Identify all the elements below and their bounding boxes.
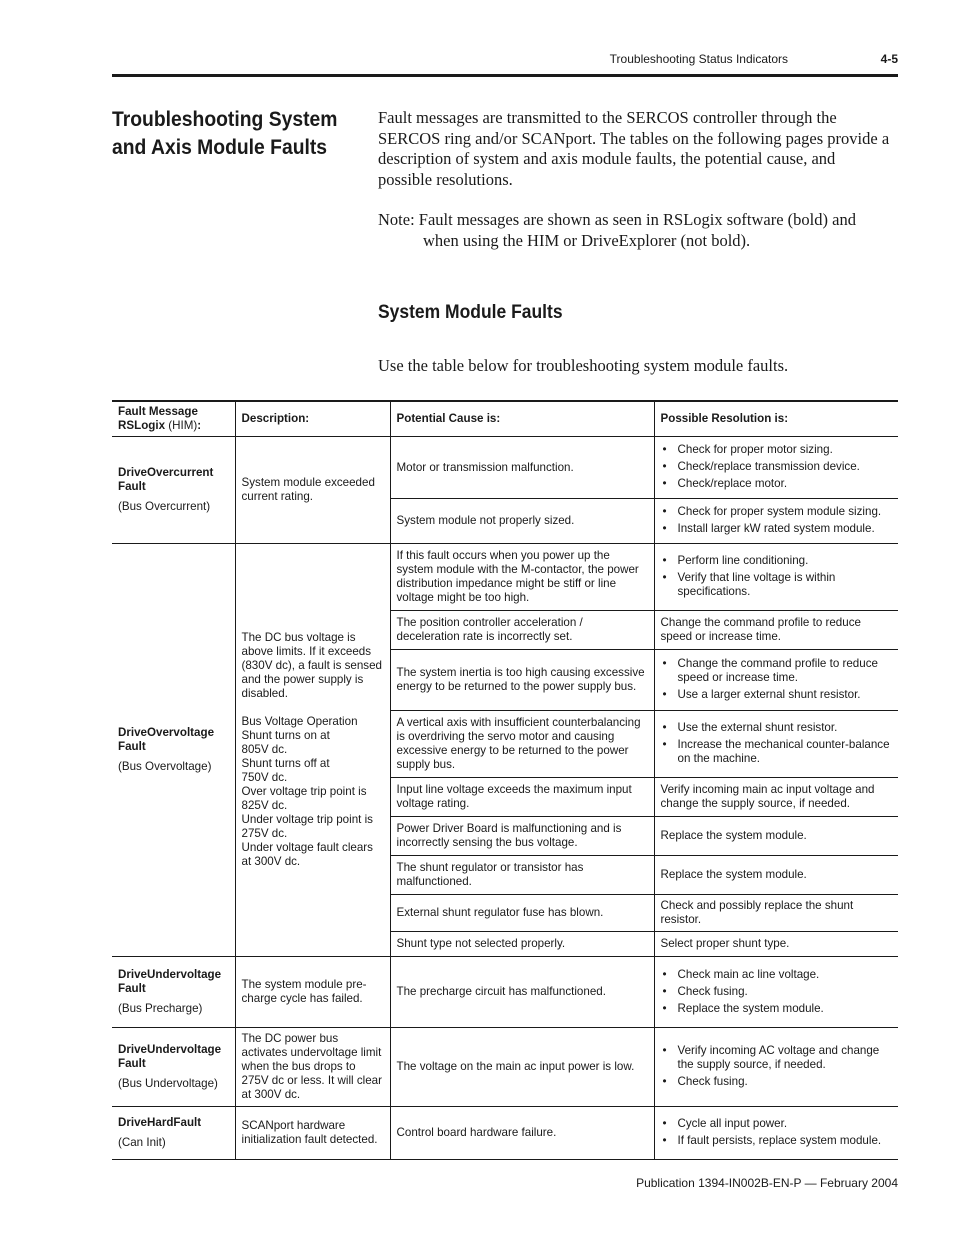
- fault-name: DriveUndervoltage Fault: [118, 968, 222, 995]
- header-description: Description:: [235, 401, 390, 437]
- resolution-cell: [654, 544, 898, 611]
- fault-name: DriveOvervoltage Fault: [118, 726, 215, 753]
- subsection-title: System Module Faults: [378, 302, 563, 323]
- table-row: [112, 437, 898, 499]
- resolution-cell: [654, 957, 898, 1028]
- resolution-item: • Replace the system module.: [661, 1002, 894, 1016]
- resolution-cell: Change the command profile to reduce speed or increase time.: [654, 611, 898, 650]
- header-rule: [112, 74, 898, 77]
- intro-paragraph: Fault messages are transmitted to the SERCOS controller through the SERCOS ring and/or SCANport. The tables on the following pages provide a description of system and axis module faults, the potential cause, and possible resolutions.: [378, 108, 890, 189]
- resolution-cell: [654, 499, 898, 544]
- cause-cell: A vertical axis with insufficient counterbalancing is overdriving the servo motor and causing excessive energy to be returned to the power supply bus.: [390, 711, 654, 778]
- table-row: [112, 957, 898, 1028]
- table-row: [112, 544, 898, 611]
- note-paragraph: Note: Fault messages are shown as seen in RSLogix software (bold) and when using the HIM or DriveExplorer (not bold).: [378, 210, 856, 250]
- cause-cell: The system inertia is too high causing excessive energy to be returned to the power supply bus.: [390, 650, 654, 711]
- header-fault-line1: Fault Message: [118, 405, 198, 418]
- description-line: Shunt turns off at: [241, 757, 330, 770]
- resolution-item: • Use the external shunt resistor.: [661, 721, 894, 735]
- resolution-item: • Check main ac line voltage.: [661, 968, 894, 982]
- table-header-row: [112, 401, 898, 437]
- fault-him-name: (Bus Overcurrent): [118, 500, 211, 513]
- header-fault-colon: :: [197, 419, 202, 432]
- section-title: Troubleshooting System and Axis Module Faults: [112, 108, 338, 159]
- header-fault-message: [112, 401, 235, 437]
- resolution-item: • Check/replace transmission device.: [661, 460, 894, 474]
- resolution-item: • Cycle all input power.: [661, 1117, 894, 1131]
- table-row: [112, 1107, 898, 1160]
- page-number: 4-5: [880, 52, 898, 66]
- cause-cell: The shunt regulator or transistor has malfunctioned.: [390, 856, 654, 895]
- description-line: Shunt turns on at: [241, 729, 330, 742]
- fault-him-name: (Bus Overvoltage): [118, 760, 212, 773]
- header-possible-resolution: Possible Resolution is:: [654, 401, 898, 437]
- description-cell: The system module pre-charge cycle has failed.: [235, 957, 390, 1028]
- resolution-item: • Check fusing.: [661, 985, 894, 999]
- resolution-item: • Use a larger external shunt resistor.: [661, 688, 894, 702]
- cause-cell: Shunt type not selected properly.: [390, 932, 654, 957]
- description-line: Over voltage trip point is 825V dc.: [241, 785, 367, 812]
- description-cell: [235, 544, 390, 957]
- description-line: 750V dc.: [241, 771, 288, 784]
- resolution-item: • Check for proper motor sizing.: [661, 443, 894, 457]
- description-line: Under voltage fault clears at 300V dc.: [241, 841, 373, 868]
- resolution-item: • Check for proper system module sizing.: [661, 505, 894, 519]
- header-fault-rslogix: RSLogix: [118, 419, 166, 432]
- fault-name: DriveOvercurrent Fault: [118, 466, 214, 493]
- cause-cell: Input line voltage exceeds the maximum input voltage rating.: [390, 778, 654, 817]
- cause-cell: Motor or transmission malfunction.: [390, 437, 654, 499]
- fault-him-name: (Can Init): [118, 1136, 166, 1149]
- resolution-item: • Increase the mechanical counter-balance on the machine.: [661, 738, 894, 766]
- description-intro: The DC bus voltage is above limits. If it exceeds (830V dc), a fault is sensed and the power supply is disabled.: [241, 631, 382, 700]
- resolution-cell: [654, 711, 898, 778]
- fault-name: DriveHardFault: [118, 1116, 202, 1129]
- header-fault-him: (HIM): [168, 419, 198, 432]
- cause-cell: External shunt regulator fuse has blown.: [390, 895, 654, 932]
- cause-cell: The precharge circuit has malfunctioned.: [390, 957, 654, 1028]
- cause-cell: The position controller acceleration / deceleration rate is incorrectly set.: [390, 611, 654, 650]
- resolution-cell: Select proper shunt type.: [654, 932, 898, 957]
- fault-message-cell: [112, 957, 235, 1028]
- system-module-faults-table: [112, 400, 898, 1160]
- fault-message-cell: [112, 544, 235, 957]
- resolution-item: • Check fusing.: [661, 1075, 894, 1089]
- description-line: Under voltage trip point is 275V dc.: [241, 813, 373, 840]
- resolution-cell: [654, 650, 898, 711]
- resolution-cell: Replace the system module.: [654, 817, 898, 856]
- cause-cell: Control board hardware failure.: [390, 1107, 654, 1160]
- publication-footer: Publication 1394-IN002B-EN-P — February 2004: [636, 1176, 898, 1190]
- resolution-item: • Change the command profile to reduce speed or increase time.: [661, 657, 894, 685]
- resolution-cell: Verify incoming main ac input voltage and change the supply source, if needed.: [654, 778, 898, 817]
- resolution-item: • Install larger kW rated system module.: [661, 522, 894, 536]
- table-row: [112, 1028, 898, 1107]
- description-line: Bus Voltage Operation: [241, 715, 358, 728]
- resolution-item: • Verify that line voltage is within specifications.: [661, 571, 894, 599]
- resolution-cell: [654, 437, 898, 499]
- table-intro: Use the table below for troubleshooting system module faults.: [378, 356, 789, 375]
- description-cell: SCANport hardware initialization fault detected.: [235, 1107, 390, 1160]
- fault-name: DriveUndervoltage Fault: [118, 1043, 222, 1070]
- cause-cell: System module not properly sized.: [390, 499, 654, 544]
- fault-him-name: (Bus Undervoltage): [118, 1077, 218, 1090]
- running-header-title: Troubleshooting Status Indicators: [609, 52, 788, 66]
- description-cell: System module exceeded current rating.: [235, 437, 390, 544]
- description-cell: The DC power bus activates undervoltage limit when the bus drops to 275V dc or less. It will clear at 300V dc.: [235, 1028, 390, 1107]
- resolution-cell: [654, 1028, 898, 1107]
- resolution-item: • Check/replace motor.: [661, 477, 894, 491]
- cause-cell: Power Driver Board is malfunctioning and is incorrectly sensing the bus voltage.: [390, 817, 654, 856]
- fault-him-name: (Bus Precharge): [118, 1002, 203, 1015]
- resolution-cell: Check and possibly replace the shunt resistor.: [654, 895, 898, 932]
- cause-cell: If this fault occurs when you power up the system module with the M-contactor, the power distribution impedance might be stiff or line voltage might be too high.: [390, 544, 654, 611]
- resolution-cell: Replace the system module.: [654, 856, 898, 895]
- cause-cell: The voltage on the main ac input power is low.: [390, 1028, 654, 1107]
- description-line: 805V dc.: [241, 743, 288, 756]
- fault-message-cell: [112, 1028, 235, 1107]
- fault-message-cell: [112, 437, 235, 544]
- resolution-cell: [654, 1107, 898, 1160]
- header-potential-cause: Potential Cause is:: [390, 401, 654, 437]
- resolution-item: • Verify incoming AC voltage and change the supply source, if needed.: [661, 1044, 894, 1072]
- resolution-item: • Perform line conditioning.: [661, 554, 894, 568]
- fault-message-cell: [112, 1107, 235, 1160]
- resolution-item: • If fault persists, replace system module.: [661, 1134, 894, 1148]
